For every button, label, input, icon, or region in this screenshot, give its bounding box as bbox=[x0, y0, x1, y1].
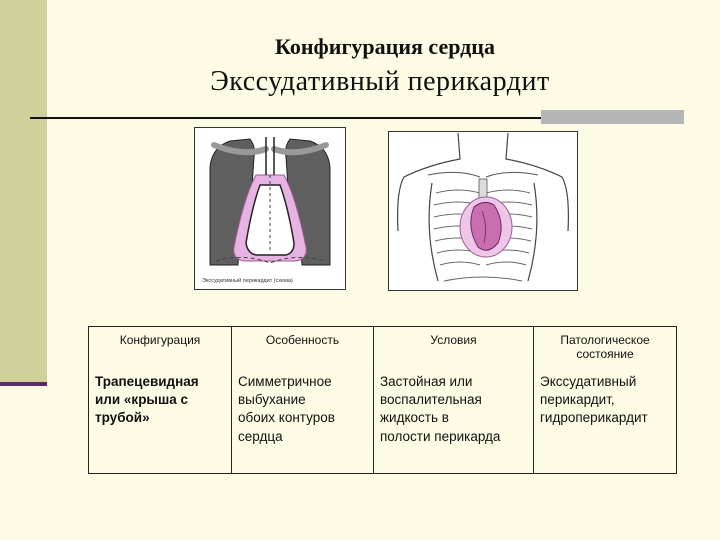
sidebar-decoration bbox=[0, 0, 47, 384]
divider-accent bbox=[541, 110, 684, 124]
cell-feature: Симметричное выбухание обоих контуров сердца bbox=[232, 367, 374, 474]
cell-conditions: Застойная или воспалительная жидкость в полости перикарда bbox=[374, 367, 534, 474]
header-feature: Особенность bbox=[232, 327, 374, 368]
header-configuration: Конфигурация bbox=[89, 327, 232, 368]
table-row bbox=[89, 367, 677, 474]
slide-subtitle: Конфигурация сердца bbox=[275, 34, 495, 59]
xray-schematic-figure bbox=[194, 127, 346, 290]
sidebar-accent-line bbox=[0, 382, 47, 386]
header-conditions: Условия bbox=[374, 327, 534, 368]
torso-illustration-figure bbox=[388, 131, 578, 291]
xray-caption: Экссудативный перикардит (схема) bbox=[202, 278, 293, 284]
table-header-row bbox=[89, 327, 677, 368]
xray-schematic-image bbox=[194, 127, 346, 290]
cell-pathology: Экссудативный перикардит, гидроперикардит bbox=[534, 367, 677, 474]
torso-illustration-image bbox=[388, 131, 578, 291]
cell-configuration: Трапецевидная или «крыша с трубой» bbox=[89, 367, 232, 474]
header-pathology: Патологическое состояние bbox=[534, 327, 677, 368]
slide-title: Экссудативный перикардит bbox=[210, 66, 550, 97]
configuration-table bbox=[88, 326, 677, 474]
